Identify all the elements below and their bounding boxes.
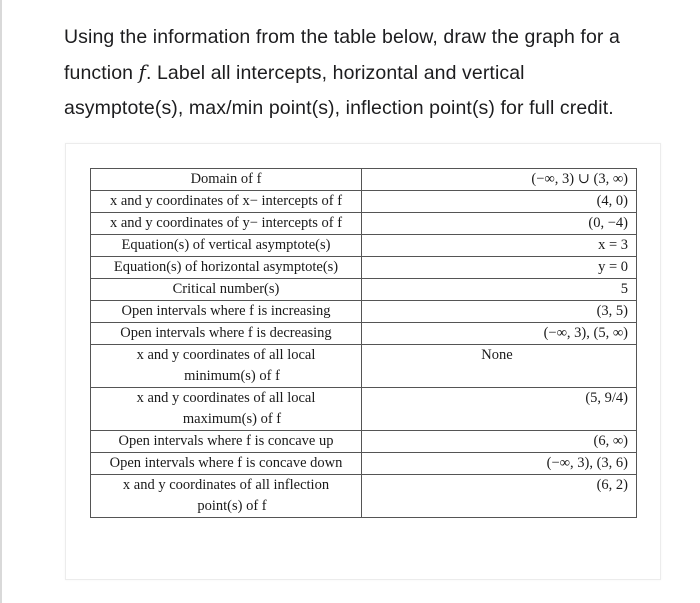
table-row [91, 169, 637, 191]
question-line-2-end: . Label all intercepts, horizontal and vertical [145, 62, 525, 84]
question-line-2 [64, 55, 674, 91]
row-label-critical-numbers: Critical number(s) [91, 279, 362, 301]
row-label-horizontal-asymptote: Equation(s) of horizontal asymptote(s) [91, 257, 362, 279]
row-value-decreasing: (−∞, 3), (5, ∞) [362, 323, 637, 345]
row-label-concave-up: Open intervals where f is concave up [91, 431, 362, 453]
table-row [91, 345, 637, 388]
row-value-increasing: (3, 5) [362, 301, 637, 323]
row-value-concave-up: (6, ∞) [362, 431, 637, 453]
table-image-panel [65, 143, 661, 580]
question-line-2-start: function [64, 62, 139, 84]
table-row [91, 257, 637, 279]
row-value-horizontal-asymptote: y = 0 [362, 257, 637, 279]
row-value-local-maximum: (5, 9/4) [362, 388, 637, 431]
row-value-x-intercepts: (4, 0) [362, 191, 637, 213]
function-symbol: f [138, 61, 146, 84]
row-label-decreasing: Open intervals where f is decreasing [91, 323, 362, 345]
row-label-local-minimum-line-2: minimum(s) of f [184, 368, 280, 384]
row-value-y-intercepts: (0, −4) [362, 213, 637, 235]
row-label-vertical-asymptote: Equation(s) of vertical asymptote(s) [91, 235, 362, 257]
question-line-3: asymptote(s), max/min point(s), inflection point(s) for full credit. [64, 97, 614, 119]
row-value-inflection-points: (6, 2) [362, 475, 637, 518]
row-value-critical-numbers: 5 [362, 279, 637, 301]
table-row [91, 431, 637, 453]
question-line-1: Using the information from the table below, draw the graph for a [64, 26, 620, 48]
row-value-vertical-asymptote: x = 3 [362, 235, 637, 257]
row-label-inflection-points [91, 475, 362, 518]
left-edge-divider [0, 0, 2, 603]
row-label-concave-down: Open intervals where f is concave down [91, 453, 362, 475]
function-info-table [90, 168, 637, 518]
table-row [91, 388, 637, 431]
table-row [91, 213, 637, 235]
row-label-x-intercepts: x and y coordinates of x− intercepts of f [91, 191, 362, 213]
row-label-local-minimum [91, 345, 362, 388]
row-label-inflection-line-1: x and y coordinates of all inflection [122, 477, 330, 493]
row-value-concave-down: (−∞, 3), (3, 6) [362, 453, 637, 475]
row-label-domain: Domain of f [91, 169, 362, 191]
row-label-increasing: Open intervals where f is increasing [91, 301, 362, 323]
row-label-inflection-line-2: point(s) of f [197, 498, 267, 514]
row-label-local-maximum-line-1: x and y coordinates of all local [136, 390, 316, 406]
question-text [64, 20, 674, 126]
table-row [91, 453, 637, 475]
row-label-local-minimum-line-1: x and y coordinates of all local [136, 347, 316, 363]
table-row [91, 323, 637, 345]
row-value-domain: (−∞, 3) ∪ (3, ∞) [362, 169, 637, 191]
row-label-y-intercepts: x and y coordinates of y− intercepts of f [91, 213, 362, 235]
table-row [91, 301, 637, 323]
row-value-local-minimum: None [362, 345, 637, 388]
row-label-local-maximum-line-2: maximum(s) of f [182, 411, 282, 427]
table-row [91, 279, 637, 301]
table-row [91, 475, 637, 518]
table-row [91, 191, 637, 213]
row-label-local-maximum [91, 388, 362, 431]
table-row [91, 235, 637, 257]
